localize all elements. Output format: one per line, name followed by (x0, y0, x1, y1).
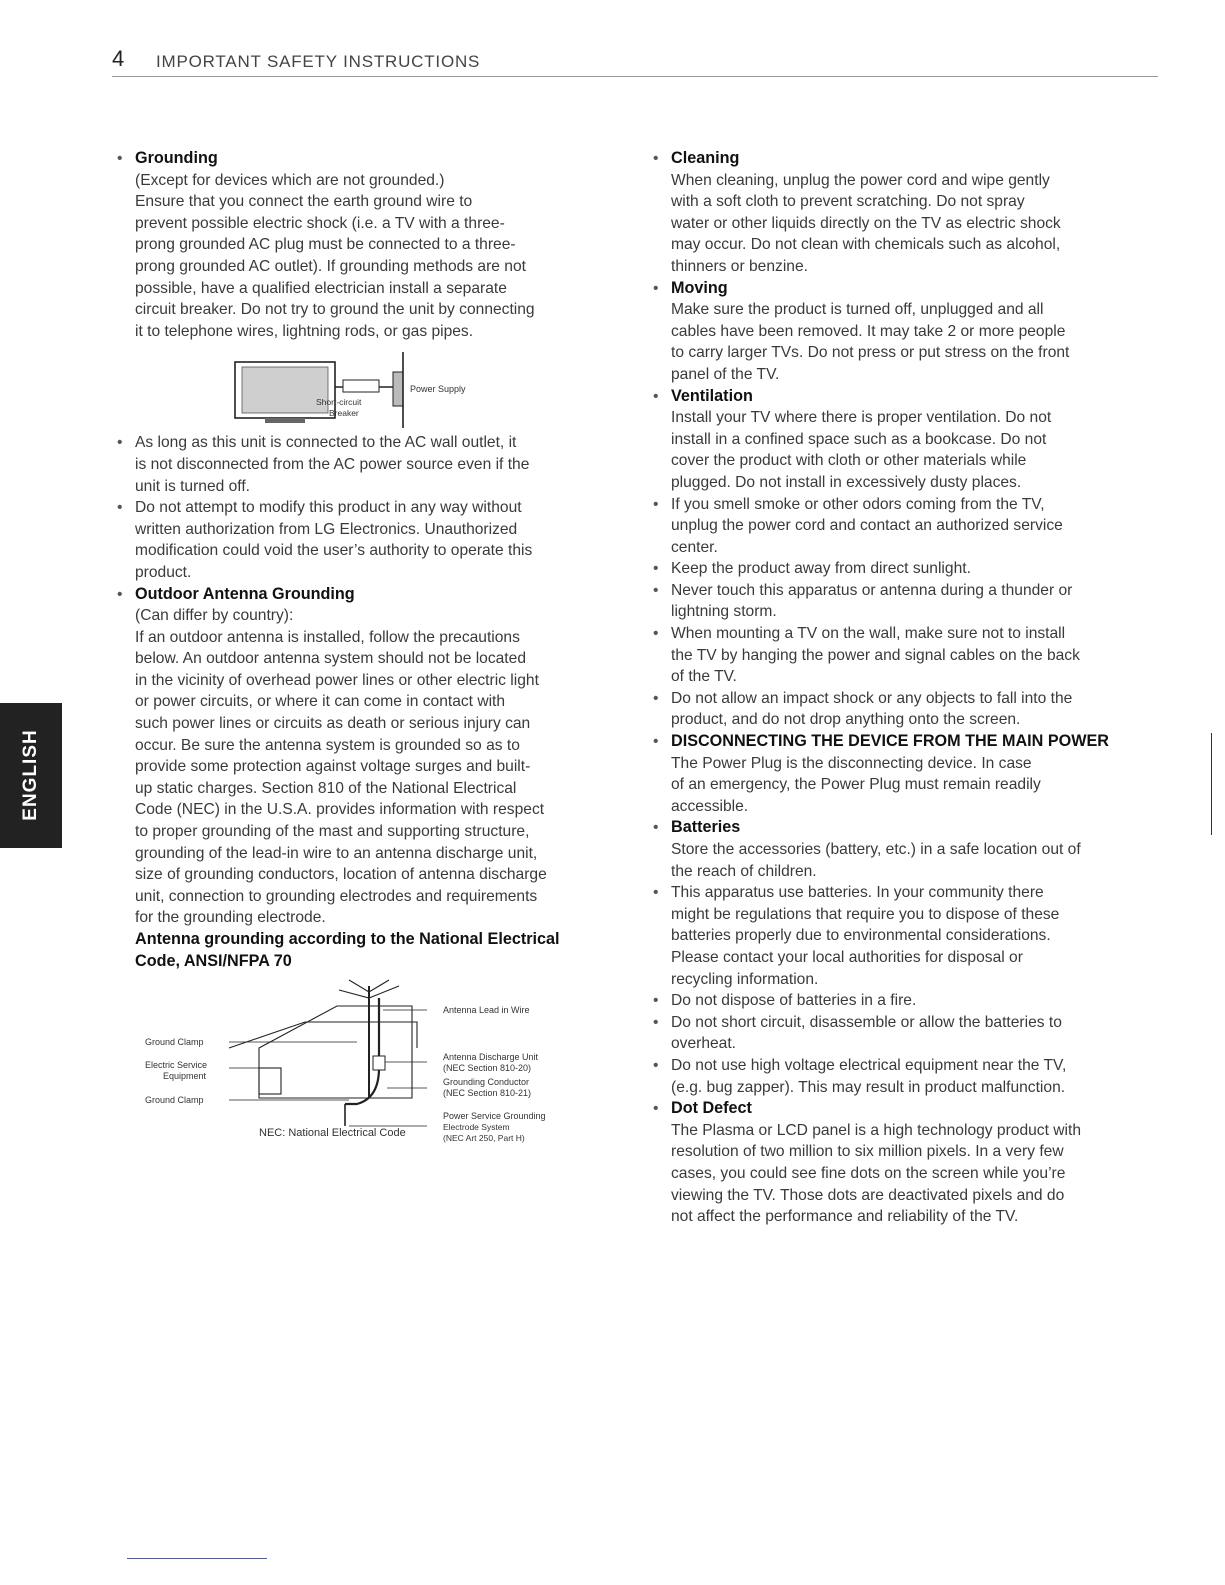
cleaning-section (653, 148, 1135, 278)
power-supply-label: Power Supply (410, 384, 466, 395)
text-line: product. (135, 563, 192, 581)
text-line: (Can differ by country): (135, 607, 294, 625)
text-line: Ensure that you connect the earth ground wire to (135, 193, 473, 211)
grounding-conductor-label-1: Grounding Conductor (443, 1077, 530, 1088)
sunlight-note (653, 558, 1135, 580)
text-line: viewing the TV. Those dots are deactivated pixels and do (671, 1186, 1065, 1204)
text-line: modification could void the user’s authority to operate this (135, 542, 533, 560)
text-line: grounding of the lead-in wire to an antenna discharge unit, (135, 844, 538, 862)
text-line: may occur. Do not clean with chemicals such as alcohol, (671, 236, 1061, 254)
discharge-unit-label-1: Antenna Discharge Unit (443, 1052, 539, 1063)
text-line: When cleaning, unplug the power cord and wipe gently (671, 171, 1050, 189)
page-number: 4 (112, 46, 125, 71)
text-line: • Never touch this apparatus or antenna during a thunder or (671, 581, 1073, 599)
section-title: • Grounding (135, 149, 218, 167)
text-line: • When mounting a TV on the wall, make sure not to install (671, 625, 1066, 643)
text-line: • As long as this unit is connected to the AC wall outlet, it (135, 434, 517, 452)
high-voltage-note (653, 1055, 1135, 1098)
text-line: below. An outdoor antenna system should not be located (135, 650, 526, 668)
breaker-label-2: Breaker (329, 408, 359, 419)
text-line: panel of the TV. (671, 365, 780, 383)
text-line: Make sure the product is turned off, unplugged and all (671, 301, 1044, 319)
text-line: such power lines or circuits as death or serious injury can (135, 715, 531, 733)
text-line: of an emergency, the Power Plug must remain readily (671, 776, 1041, 794)
footer-line (127, 1558, 267, 1559)
text-line: • This apparatus use batteries. In your community there (671, 884, 1044, 902)
short-circuit-note (653, 1012, 1135, 1055)
electric-service-label-1: Electric Service (145, 1060, 208, 1071)
text-line: lightning storm. (671, 603, 777, 621)
text-line: provide some protection against voltage surges and built- (135, 758, 531, 776)
text-line: written authorization from LG Electronics. Unauthorized (135, 520, 518, 538)
text-line: product, and do not drop anything onto the screen. (671, 711, 1021, 729)
breaker-box (343, 380, 379, 392)
language-tab-label: ENGLISH (20, 729, 41, 821)
section-title: • Cleaning (671, 149, 740, 167)
lead-in-label: Antenna Lead in Wire (443, 1005, 530, 1016)
discharge-unit (373, 1056, 385, 1070)
text-line: Store the accessories (battery, etc.) in a safe location out of (671, 841, 1081, 858)
ac-outlet-note (117, 432, 595, 497)
grounding-section (117, 148, 595, 342)
outlet-box (393, 372, 403, 406)
ventilation-section (653, 386, 1135, 494)
left-column (117, 148, 595, 1188)
text-line: unit is turned off. (135, 477, 251, 495)
page-header (112, 46, 1158, 77)
text-line: unit, connection to grounding electrodes and requirements (135, 887, 538, 905)
section-title: • Batteries (671, 818, 741, 837)
text-line: possible, have a qualified electrician install a separate (135, 279, 507, 297)
ground-clamp-bottom-label: Ground Clamp (145, 1095, 204, 1106)
electric-service-label-2: Equipment (163, 1071, 207, 1082)
text-line: not affect the performance and reliability of the TV. (671, 1208, 1019, 1226)
text-line: The Power Plug is the disconnecting device. In case (671, 754, 1032, 772)
service-box (259, 1068, 281, 1094)
thunder-note (653, 580, 1135, 623)
text-line: • Do not short circuit, disassemble or allow the batteries to (671, 1013, 1062, 1031)
text-line: up static charges. Section 810 of the National Electrical (135, 779, 517, 797)
text-line: for the grounding electrode. (135, 909, 326, 927)
text-line: circuit breaker. Do not try to ground the unit by connecting (135, 301, 535, 319)
power-service-label-1: Power Service Grounding (443, 1111, 546, 1122)
moving-section (653, 278, 1135, 386)
text-line: prong grounded AC outlet). If grounding methods are not (135, 257, 526, 275)
text-line: Code (NEC) in the U.S.A. provides information with respect (135, 801, 545, 819)
antenna-subheading: Antenna grounding according to the National Electrical (135, 930, 560, 948)
text-line: thinners or benzine. (671, 257, 808, 275)
text-line: might be regulations that require you to dispose of these (671, 905, 1060, 923)
batteries-section (653, 817, 1135, 882)
text-line: the reach of children. (671, 862, 817, 880)
smoke-note (653, 494, 1135, 559)
antenna-section (117, 584, 595, 973)
text-line: • If you smell smoke or other odors coming from the TV, (671, 495, 1045, 513)
text-line: size of grounding conductors, location of antenna discharge (135, 866, 547, 884)
breaker-label-1: Short-circuit (316, 397, 362, 408)
section-title: • Outdoor Antenna Grounding (135, 584, 355, 603)
fire-note (653, 990, 1135, 1012)
antenna-grounding-diagram (117, 978, 595, 1188)
section-title: • Dot Defect (671, 1099, 752, 1118)
roof-line (229, 1022, 417, 1048)
text-line: batteries properly due to environmental considerations. (671, 927, 1051, 945)
text-line: Please contact your local authorities for disposal or (671, 948, 1023, 966)
text-line: Install your TV where there is proper ventilation. Do not (671, 409, 1052, 427)
text-line: • Do not allow an impact shock or any objects to fall into the (671, 689, 1073, 707)
text-line: If an outdoor antenna is installed, follow the precautions (135, 628, 520, 646)
grounding-conductor-label-2: (NEC Section 810-21) (443, 1088, 532, 1099)
text-line: overheat. (671, 1035, 737, 1053)
nec-label: NEC: National Electrical Code (259, 1127, 406, 1140)
text-line: with a soft cloth to prevent scratching. Do not spray (671, 193, 1025, 211)
modify-note (117, 497, 595, 583)
lead-in-wire (345, 998, 379, 1104)
right-column (653, 148, 1135, 1228)
text-line: prevent possible electric shock (i.e. a TV with a three- (135, 214, 505, 232)
tv-stand (265, 418, 305, 423)
text-line: resolution of two million to six million pixels. In a very few (671, 1143, 1064, 1161)
text-line: (Except for devices which are not grounded.) (135, 171, 445, 189)
battery-disposal-note (653, 882, 1135, 990)
disconnect-section (653, 731, 1135, 817)
text-line: • Do not use high voltage electrical equipment near the TV, (671, 1056, 1067, 1074)
section-title: • Ventilation (671, 386, 753, 405)
text-line: occur. Be sure the antenna system is grounded so as to (135, 736, 520, 754)
text-line: prong grounded AC plug must be connected to a three- (135, 236, 516, 254)
text-line: of the TV. (671, 668, 737, 686)
mounting-note (653, 623, 1135, 688)
text-line: center. (671, 538, 718, 556)
text-line: unplug the power cord and contact an authorized service (671, 517, 1063, 535)
section-title: • Moving (671, 278, 728, 297)
text-line: cases, you could see fine dots on the screen while you’re (671, 1164, 1066, 1182)
discharge-unit-label-2: (NEC Section 810-20) (443, 1063, 532, 1074)
grounding-diagram (117, 342, 595, 432)
text-line: in the vicinity of overhead power lines or other electric light (135, 671, 539, 689)
text-line: cover the product with cloth or other materials while (671, 452, 1027, 470)
text-line: cables have been removed. It may take 2 or more people (671, 322, 1066, 340)
text-line: (e.g. bug zapper). This may result in product malfunction. (671, 1078, 1066, 1096)
house-outline (259, 1006, 412, 1098)
text-line: install in a confined space such as a bookcase. Do not (671, 430, 1047, 448)
text-line: the TV by hanging the power and signal cables on the back (671, 646, 1080, 664)
text-line: • Keep the product away from direct sunlight. (671, 560, 971, 578)
power-service-label-2: Electrode System (443, 1122, 510, 1133)
text-line: to proper grounding of the mast and supporting structure, (135, 823, 530, 841)
power-service-label-3: (NEC Art 250, Part H) (443, 1133, 525, 1144)
text-line: plugged. Do not install in excessively dusty places. (671, 473, 1022, 491)
text-line: or power circuits, or where it can come in contact with (135, 693, 506, 711)
text-line: recycling information. (671, 970, 819, 988)
impact-note (653, 688, 1135, 731)
language-tab (0, 703, 62, 848)
ground-clamp-top-label: Ground Clamp (145, 1037, 204, 1048)
text-line: The Plasma or LCD panel is a high technology product with (671, 1121, 1081, 1139)
text-line: • Do not dispose of batteries in a fire. (671, 992, 917, 1010)
dot-defect-section (653, 1098, 1135, 1228)
text-line: it to telephone wires, lightning rods, or gas pipes. (135, 322, 474, 340)
section-title: • DISCONNECTING THE DEVICE FROM THE MAIN POWER (671, 732, 1109, 751)
text-line: • Do not attempt to modify this product in any way without (135, 499, 522, 517)
text-line: water or other liquids directly on the TV as electric shock (671, 214, 1061, 232)
antenna-subheading: Code, ANSI/NFPA 70 (135, 951, 292, 970)
text-line: accessible. (671, 797, 749, 815)
text-line: to carry larger TVs. Do not press or put stress on the front (671, 344, 1070, 362)
margin-rule (1211, 733, 1212, 835)
page-title: IMPORTANT SAFETY INSTRUCTIONS (156, 52, 481, 71)
text-line: is not disconnected from the AC power source even if the (135, 455, 530, 473)
